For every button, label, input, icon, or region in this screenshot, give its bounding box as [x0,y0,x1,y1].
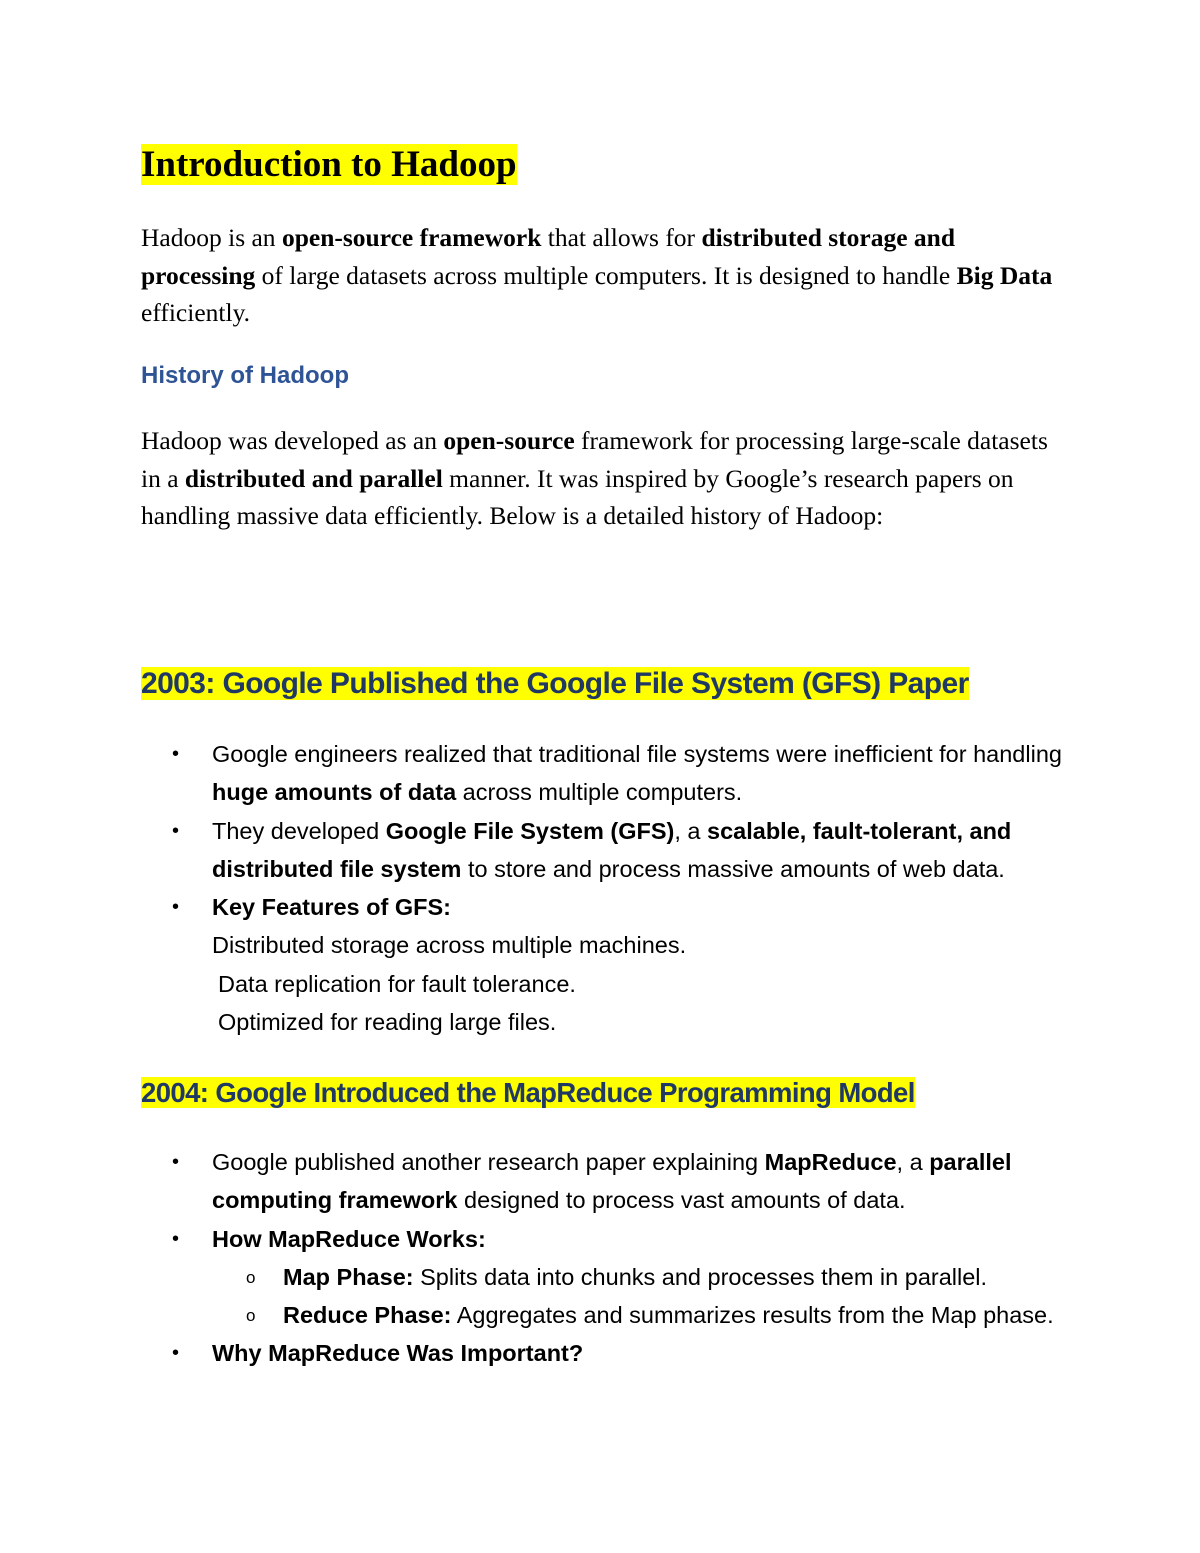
list-item [141,735,1071,812]
section-2003-heading [141,662,969,706]
intro-bold-1: open-source framework [281,223,542,252]
section-2004-heading-text: 2004: Google Introduced the MapReduce Programming Model [141,1077,915,1108]
item-text: to store and process massive amounts of web data. [461,855,1005,882]
item-bold: MapReduce [764,1149,897,1175]
item-bold: Map Phase: [283,1263,414,1290]
item-text: Aggregates and summarizes results from the Map phase. [451,1302,1054,1329]
section-2004-list [141,1143,1071,1373]
list-item [141,812,1071,889]
history-paragraph [141,422,1071,535]
intro-bold-2: distributed storage and processing [141,223,956,290]
feature-line: Distributed storage across multiple machines. [212,932,687,959]
item-text: , a [896,1149,930,1175]
sub-list-item [212,1258,1071,1296]
intro-text-1: Hadoop is an [141,223,282,252]
intro-text-3: of large datasets across multiple computers. It is designed to handle [255,260,957,290]
item-text: Splits data into chunks and processes them in parallel. [413,1263,988,1290]
history-text-2: framework for processing large-scale datasets in a [141,426,1048,493]
list-item [141,1143,1071,1220]
page-title [141,140,517,190]
list-item [141,888,1071,1041]
history-text-3: manner. It was inspired by Google’s research papers on handling massive data efficiently. Below is a detailed history of Hadoop: [141,463,1014,530]
list-item [141,1220,1071,1335]
item-text: They developed [212,817,386,844]
feature-line: Optimized for reading large files. [218,1009,557,1036]
item-bold: huge amounts of data [212,779,457,806]
item-bold: scalable, fault-tolerant, and distributed file system [212,817,1012,882]
item-text: Google engineers realized that traditional file systems were inefficient for handling [212,741,1062,767]
section-2004-heading [141,1071,915,1115]
sub-list-item [212,1296,1071,1334]
item-bold: Google File System (GFS) [385,817,675,844]
item-bold: Reduce Phase: [283,1302,452,1329]
section-2003-list [141,735,1071,1041]
list-item [141,1334,1071,1372]
intro-paragraph [141,219,1071,332]
item-text: Google published another research paper explaining [212,1149,765,1175]
item-bold: Key Features of GFS: [212,894,451,921]
intro-bold-3: Big Data [956,260,1053,290]
intro-text-4: efficiently. [141,298,251,327]
feature-line: Data replication for fault tolerance. [218,970,576,997]
item-bold: How MapReduce Works: [212,1225,486,1252]
history-bold-2: distributed and parallel [184,463,443,493]
section-2003-heading-text: 2003: Google Published the Google File System (GFS) Paper [141,667,969,700]
item-bold: Why MapReduce Was Important? [212,1340,584,1367]
sub-list [212,1258,1071,1335]
page-title-text: Introduction to Hadoop [141,144,517,185]
history-heading: History of Hadoop [141,362,349,389]
item-text: , a [674,817,708,844]
history-text-1: Hadoop was developed as an [141,426,444,455]
history-bold-1: open-source [443,426,575,455]
item-bold: parallel computing framework [212,1149,1012,1214]
item-text: across multiple computers. [456,779,743,806]
item-text: designed to process vast amounts of data. [457,1187,906,1214]
intro-text-2: that allows for [541,223,702,252]
